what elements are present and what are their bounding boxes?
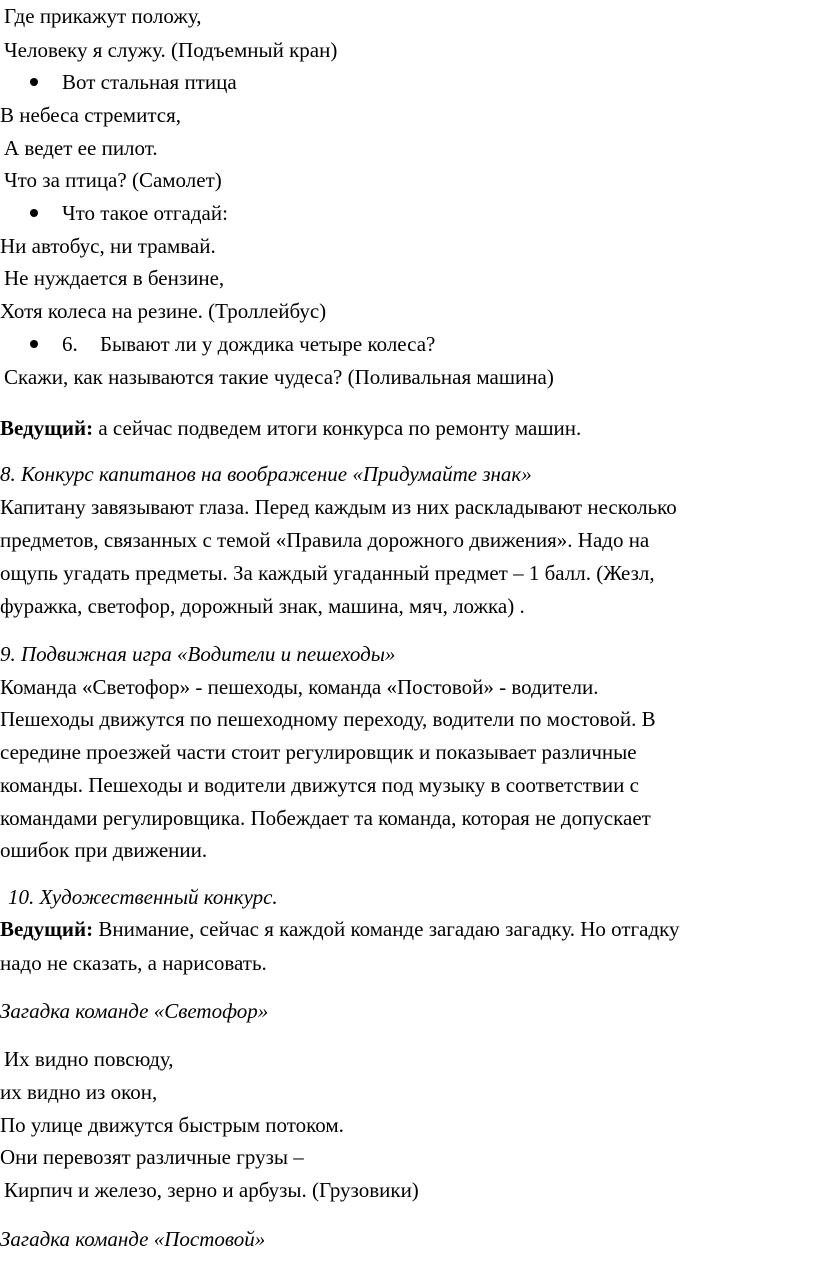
riddle-line: Ни автобус, ни трамвай. [0, 234, 216, 258]
host-label: Ведущий: [0, 416, 94, 440]
riddle-line: Они перевозят различные грузы – [0, 1145, 304, 1169]
riddle-line: Кирпич и железо, зерно и арбузы. (Грузовики) [4, 1178, 419, 1202]
paragraph-line: середине проезжей части стоит регулировщик и показывает различные [0, 740, 637, 764]
riddle-line: Хотя колеса на резине. (Троллейбус) [0, 299, 327, 323]
section-heading: Загадка команде «Постовой» [0, 1227, 266, 1251]
riddle-line: Что за птица? (Самолет) [4, 168, 222, 192]
section-heading: 8. Конкурс капитанов на воображение «Придумайте знак» [0, 462, 532, 486]
bullet-icon [30, 209, 38, 217]
paragraph-line: Пешеходы движутся по пешеходному переходу, водители по мостовой. В [0, 707, 656, 731]
paragraph-line: ошибок при движении. [0, 838, 208, 862]
riddle-line: Не нуждается в бензине, [4, 266, 225, 290]
riddle-line: По улице движутся быстрым потоком. [0, 1113, 344, 1137]
paragraph-line: Капитану завязывают глаза. Перед каждым из них раскладывают несколько [0, 495, 677, 519]
bullet-icon [30, 78, 38, 86]
document-page: Где прикажут положу, Человеку я служу. (Подъемный кран) Вот стальная птица В небеса стремится, А ведет ее пилот. Что за птица? (Самолет) Что такое отгадай: Ни автобус, ни трамвай. Не нуждается в бензине, Хотя колеса на резине. (Троллейбус) 6. Бывают ли у дождика четыре колеса? Скажи, как называются такие чудеса? (Поливальная машина) Ведущий: а сейчас подведем итоги конкурса по ремонту машин. 8. Конкурс капитанов на воображение «Придумайте знак» Капитану завязывают глаза. Перед каждым из них раскладывают несколько предметов, связанных с темой «Правила дорожного движения». Надо на ощупь угадать предметы. За каждый угаданный предмет – 1 балл. (Жезл, фуражка, светофор, дорожный знак, машина, мяч, ложка) . 9. Подвижная игра «Водители и пешеходы» Команда «Светофор» - пешеходы, команда «Постовой» - водители. Пешеходы движутся по пешеходному переходу, водители по мостовой. В середине проезжей части стоит регулировщик и показывает различные команды. Пешеходы и водители движутся под музыку в соответствии с командами регулировщика. Побеждает та команда, которая не допускает ошибок при движении. 10. Художественный конкурс. Ведущий: Внимание, сейчас я каждой команде загадаю загадку. Но отгадку надо не сказать, а нарисовать. Загадка команде «Светофор» Их видно повсюду, их видно из окон, По улице движутся быстрым потоком. Они перевозят различные грузы – Кирпич и железо, зерно и арбузы. (Грузовики) Загадка команде «Постовой» [0, 4, 680, 1251]
riddle-line: Скажи, как называются такие чудеса? (Поливальная машина) [4, 365, 554, 389]
bullet-icon [30, 340, 38, 348]
paragraph-line: командами регулировщика. Побеждает та команда, которая не допускает [0, 806, 651, 830]
section-heading: Загадка команде «Светофор» [0, 999, 269, 1023]
riddle-line: их видно из окон, [0, 1080, 158, 1104]
riddle-line: Где прикажут положу, [4, 4, 202, 28]
riddle-line: Человеку я служу. (Подъемный кран) [4, 38, 338, 62]
paragraph-line: предметов, связанных с темой «Правила дорожного движения». Надо на [0, 528, 650, 552]
paragraph-line: команды. Пешеходы и водители движутся под музыку в соответствии с [0, 773, 639, 797]
section-heading: 9. Подвижная игра «Водители и пешеходы» [0, 642, 396, 666]
paragraph-line: надо не сказать, а нарисовать. [0, 951, 267, 975]
section-heading: 10. Художественный конкурс. [8, 885, 278, 909]
riddle-line: В небеса стремится, [0, 103, 181, 127]
host-line: Ведущий: Внимание, сейчас я каждой команде загадаю загадку. Но отгадку [0, 917, 680, 941]
riddle-line: А ведет ее пилот. [4, 136, 158, 160]
paragraph-line: Команда «Светофор» - пешеходы, команда «Постовой» - водители. [0, 675, 599, 699]
paragraph-line: фуражка, светофор, дорожный знак, машина, мяч, ложка) . [0, 594, 525, 618]
host-label: Ведущий: [0, 917, 94, 941]
riddle-line: Их видно повсюду, [4, 1047, 174, 1071]
paragraph-line: ощупь угадать предметы. За каждый угаданный предмет – 1 балл. (Жезл, [0, 561, 655, 585]
host-line: Ведущий: а сейчас подведем итоги конкурса по ремонту машин. [0, 416, 582, 440]
